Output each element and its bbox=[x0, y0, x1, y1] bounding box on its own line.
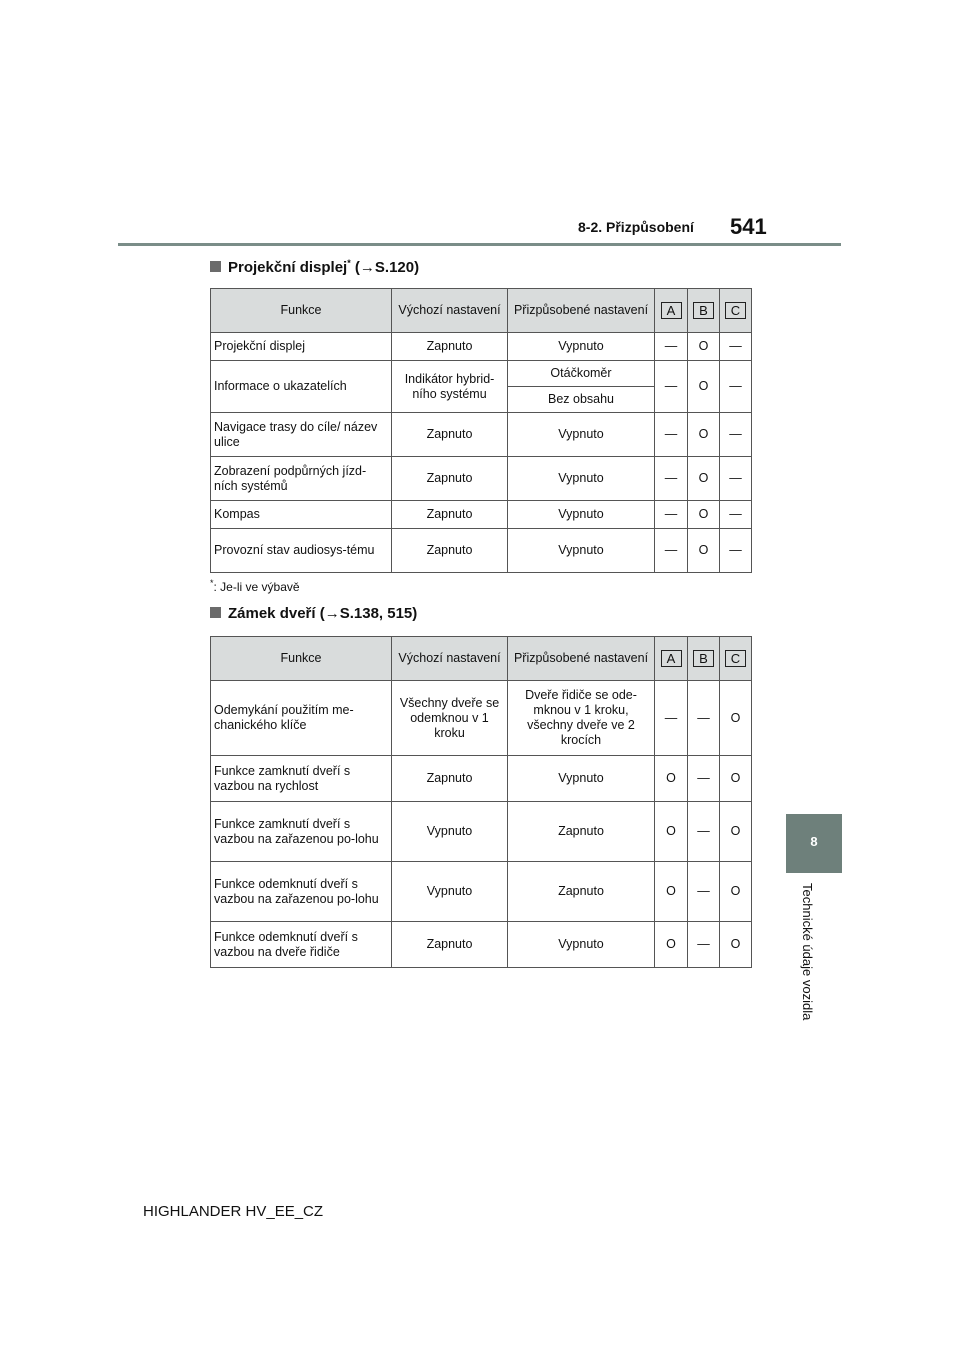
cell-prizpusobene-alt: Bez obsahu bbox=[508, 387, 655, 413]
cell-prizpusobene: Otáčkoměr bbox=[508, 361, 655, 387]
cell-b: O bbox=[688, 333, 720, 361]
cell-b: O bbox=[688, 457, 720, 501]
cell-b: — bbox=[688, 802, 720, 862]
column-header-a bbox=[655, 289, 688, 333]
cell-b: O bbox=[688, 361, 720, 413]
section-reference: (→S.138, 515) bbox=[319, 605, 418, 622]
table-row bbox=[211, 501, 752, 529]
cell-vychozi: Zapnuto bbox=[392, 333, 508, 361]
cell-a: — bbox=[655, 529, 688, 573]
section-title-projekcni-displej bbox=[210, 258, 419, 276]
cell-a: — bbox=[655, 501, 688, 529]
cell-funkce: Kompas bbox=[211, 501, 392, 529]
header-rule bbox=[118, 243, 841, 246]
cell-b: — bbox=[688, 756, 720, 802]
cell-c: O bbox=[720, 862, 752, 922]
cell-vychozi: Všechny dveře se odemknou v 1 kroku bbox=[392, 681, 508, 756]
cell-c: — bbox=[720, 457, 752, 501]
column-header-funkce: Funkce bbox=[211, 637, 392, 681]
cell-vychozi: Vypnuto bbox=[392, 862, 508, 922]
section-heading: 8-2. Přizpůsobení bbox=[578, 219, 694, 235]
cell-b: O bbox=[688, 413, 720, 457]
section-title-zamek-dveri bbox=[210, 605, 417, 622]
cell-prizpusobene: Vypnuto bbox=[508, 529, 655, 573]
cell-vychozi: Zapnuto bbox=[392, 413, 508, 457]
footnote bbox=[210, 578, 300, 594]
letter-c-box: C bbox=[725, 302, 746, 319]
cell-c: — bbox=[720, 361, 752, 413]
cell-funkce: Funkce odemknutí dveří s vazbou na zařazenou po-lohu bbox=[211, 862, 392, 922]
cell-prizpusobene: Zapnuto bbox=[508, 862, 655, 922]
section-title-text: Zámek dveří bbox=[228, 605, 316, 622]
cell-vychozi: Zapnuto bbox=[392, 501, 508, 529]
cell-a: — bbox=[655, 361, 688, 413]
section-title-text: Projekční displej bbox=[228, 259, 348, 276]
table-row bbox=[211, 361, 752, 387]
footnote-marker: * bbox=[210, 578, 214, 588]
letter-b-box: B bbox=[693, 650, 714, 667]
letter-c-box: C bbox=[725, 650, 746, 667]
zamek-dveri-table bbox=[210, 636, 752, 968]
cell-vychozi: Zapnuto bbox=[392, 529, 508, 573]
footnote-marker: * bbox=[347, 258, 351, 268]
cell-funkce: Funkce zamknutí dveří s vazbou na zařazenou po-lohu bbox=[211, 802, 392, 862]
table-row bbox=[211, 457, 752, 501]
cell-prizpusobene: Vypnuto bbox=[508, 501, 655, 529]
cell-a: O bbox=[655, 862, 688, 922]
cell-c: O bbox=[720, 681, 752, 756]
page-number: 541 bbox=[730, 214, 767, 239]
cell-prizpusobene: Zapnuto bbox=[508, 802, 655, 862]
model-footer: HIGHLANDER HV_EE_CZ bbox=[143, 1203, 324, 1220]
cell-a: — bbox=[655, 457, 688, 501]
table-row bbox=[211, 413, 752, 457]
table-header-row bbox=[211, 289, 752, 333]
cell-b: — bbox=[688, 922, 720, 968]
cell-vychozi: Zapnuto bbox=[392, 922, 508, 968]
table-row bbox=[211, 681, 752, 756]
cell-c: O bbox=[720, 802, 752, 862]
projekcni-displej-table bbox=[210, 288, 752, 573]
cell-prizpusobene: Vypnuto bbox=[508, 922, 655, 968]
cell-prizpusobene: Vypnuto bbox=[508, 413, 655, 457]
cell-a: O bbox=[655, 922, 688, 968]
cell-vychozi: Zapnuto bbox=[392, 756, 508, 802]
column-header-a bbox=[655, 637, 688, 681]
section-reference: (→S.120) bbox=[354, 259, 420, 276]
column-header-vychozi: Výchozí nastavení bbox=[392, 637, 508, 681]
square-bullet-icon bbox=[210, 261, 221, 272]
cell-c: — bbox=[720, 413, 752, 457]
cell-a: — bbox=[655, 681, 688, 756]
cell-a: O bbox=[655, 802, 688, 862]
cell-prizpusobene: Vypnuto bbox=[508, 756, 655, 802]
cell-funkce: Funkce odemknutí dveří s vazbou na dveře řidiče bbox=[211, 922, 392, 968]
cell-c: O bbox=[720, 756, 752, 802]
table-row bbox=[211, 922, 752, 968]
footnote-text: : Je-li ve výbavě bbox=[213, 580, 300, 594]
table-row bbox=[211, 862, 752, 922]
cell-prizpusobene: Vypnuto bbox=[508, 333, 655, 361]
cell-b: — bbox=[688, 681, 720, 756]
cell-vychozi: Zapnuto bbox=[392, 457, 508, 501]
table-row bbox=[211, 756, 752, 802]
cell-b: O bbox=[688, 529, 720, 573]
chapter-tab bbox=[786, 814, 842, 873]
cell-b: O bbox=[688, 501, 720, 529]
column-header-prizpusobene: Přizpůsobené nastavení bbox=[508, 637, 655, 681]
chapter-label: Technické údaje vozidla bbox=[800, 883, 815, 1021]
cell-funkce: Navigace trasy do cíle/ název ulice bbox=[211, 413, 392, 457]
cell-c: O bbox=[720, 922, 752, 968]
table-header-row bbox=[211, 637, 752, 681]
column-header-b bbox=[688, 289, 720, 333]
cell-funkce: Funkce zamknutí dveří s vazbou na rychlost bbox=[211, 756, 392, 802]
cell-funkce: Odemykání použitím me-chanického klíče bbox=[211, 681, 392, 756]
cell-c: — bbox=[720, 501, 752, 529]
column-header-vychozi: Výchozí nastavení bbox=[392, 289, 508, 333]
column-header-b bbox=[688, 637, 720, 681]
square-bullet-icon bbox=[210, 607, 221, 618]
cell-funkce: Projekční displej bbox=[211, 333, 392, 361]
column-header-prizpusobene: Přizpůsobené nastavení bbox=[508, 289, 655, 333]
cell-funkce: Zobrazení podpůrných jízd-ních systémů bbox=[211, 457, 392, 501]
column-header-c bbox=[720, 637, 752, 681]
table-row bbox=[211, 333, 752, 361]
chapter-number: 8 bbox=[810, 834, 818, 849]
cell-c: — bbox=[720, 333, 752, 361]
cell-funkce: Provozní stav audiosys-tému bbox=[211, 529, 392, 573]
cell-vychozi: Vypnuto bbox=[392, 802, 508, 862]
table-row bbox=[211, 529, 752, 573]
letter-b-box: B bbox=[693, 302, 714, 319]
cell-c: — bbox=[720, 529, 752, 573]
cell-prizpusobene: Dveře řidiče se ode-mknou v 1 kroku, všechny dveře ve 2 krocích bbox=[508, 681, 655, 756]
cell-a: — bbox=[655, 333, 688, 361]
cell-b: — bbox=[688, 862, 720, 922]
cell-prizpusobene: Vypnuto bbox=[508, 457, 655, 501]
table-row bbox=[211, 802, 752, 862]
cell-vychozi: Indikátor hybrid-ního systému bbox=[392, 361, 508, 413]
column-header-c bbox=[720, 289, 752, 333]
letter-a-box: A bbox=[661, 302, 682, 319]
cell-a: — bbox=[655, 413, 688, 457]
column-header-funkce: Funkce bbox=[211, 289, 392, 333]
letter-a-box: A bbox=[661, 650, 682, 667]
cell-funkce: Informace o ukazatelích bbox=[211, 361, 392, 413]
cell-a: O bbox=[655, 756, 688, 802]
